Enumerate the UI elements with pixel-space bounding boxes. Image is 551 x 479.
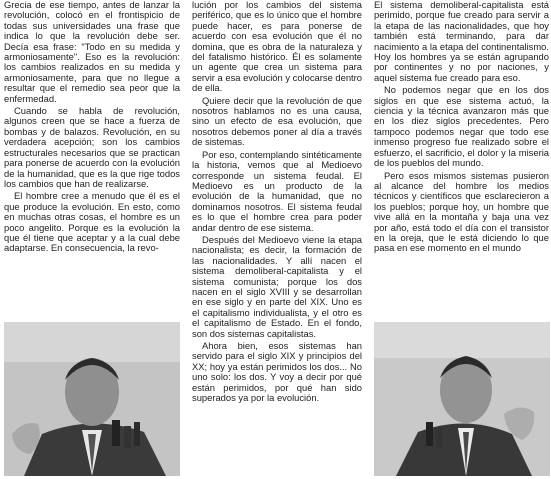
paragraph: Ahora bien, esos sistemas han servido para el siglo XIX y principios del XX; hoy ya están perimidos los dos... No uno solo: los dos. Y voy a decir por qué están perimidos, por qué han sido superados ya por la evolución. bbox=[192, 340, 362, 404]
paragraph: Por eso, contemplando sintéticamente la historia, vemos que al Medioevo corresponde un sistema feudal. El Medioevo es un producto de la evolución de la humanidad, que no dominamos nosotros. El sistema feudal es lo que el hombre crea para poder andar dentro de ese sistema. bbox=[192, 148, 362, 233]
speaker-photo-right-image bbox=[374, 322, 550, 476]
speaker-photo-left bbox=[4, 322, 180, 476]
paragraph: Quiere decir que la revolución de que nosotros hablamos no es una causa, sino un efecto de esa evolución, que nosotros debemos poner al día a través de sistemas. bbox=[192, 94, 362, 148]
text-column-right bbox=[374, 0, 549, 318]
paragraph: Pero esos mismos sistemas pusieron al alcance del hombre los medios técnicos y científicos que esclarecieron a los pueblos; porque hoy, un hombre que vive allá en la montaña y baja una vez por año, está todo el día con el transistor en la oreja, que le está diciendo lo que pasa en ese momento en el mundo bbox=[374, 169, 549, 254]
text-column-middle bbox=[192, 0, 362, 476]
paragraph: Cuando se habla de revolución, algunos creen que se hace a fuerza de bombas y de balazos. Revolución, en su verdadera acepción; son los cambios estructurales necesarios que se practican para ponerse de acuerdo con la evolución de la humanidad, que es la que rige todos los cambios que han de realizarse. bbox=[4, 105, 180, 189]
paragraph: lución por los cambios del sistema periférico, que es lo único que el hombre puede hacer, es para ponerse de acuerdo con esa evolución que él no domina, que es obra de la naturaleza y del fatalismo histórico. Él es solamente un agente que crea un sistema para servir a esa evolución y colocarse dentro de ella. bbox=[192, 0, 362, 94]
paragraph: No podemos negar que en los dos siglos en que ese sistema actuó, la ciencia y la técnica avanzaron más que en los diez siglos precedentes. Pero tampoco podemos negar que todo ese inmenso progreso fue realizado sobre el esfuerzo, el sacrificio, el dolor y la miseria de los pueblos del mundo. bbox=[374, 84, 549, 169]
paragraph: El hombre cree a menudo que él es el que produce la evolución. En esto, como en muchas otras cosas, el hombre es un poco angelito. Porque es la evolución la que él tiene que aceptar y a la cual debe adaptarse. En consecuencia, la revo- bbox=[4, 190, 180, 254]
speaker-photo-left-image bbox=[4, 322, 180, 476]
speaker-photo-right bbox=[374, 322, 550, 476]
paragraph: Grecia de ese tiempo, antes de lanzar la revolución, colocó en el frontispicio de todas sus universidades una frase que indica lo que la revolución debe ser. Decía esa frase: "Todo en su medida y armoniosamente". Eso es la revolución: los cambios realizados en su medida y armoniosamente, para que no llegue a resultar que el remedio sea peor que la enfermedad. bbox=[4, 0, 180, 104]
paragraph: El sistema demoliberal-capitalista está perimido, porque fue creado para servir a la etapa de las nacionalidades, que hoy también está terminando, para dar nacimiento a la etapa del continentalismo. Hoy los hombres ya se están agrupando por continentes y no por naciones, y aquel sistema fue creado para eso. bbox=[374, 0, 549, 83]
text-column-left bbox=[4, 0, 180, 318]
paragraph: Después del Medioevo viene la etapa nacionalista; es decir, la formación de las nacionalidades. Y allí nacen el sistema demoliberal-capitalista y el sistema comunista; porque los dos nacen en el siglo XVIII y se desarrollan en ese siglo y en parte del XIX. Uno es el capitalismo individualista, y el otro es el capitalismo de Estado. En el fondo, son dos sistemas capitalistas. bbox=[192, 233, 362, 339]
